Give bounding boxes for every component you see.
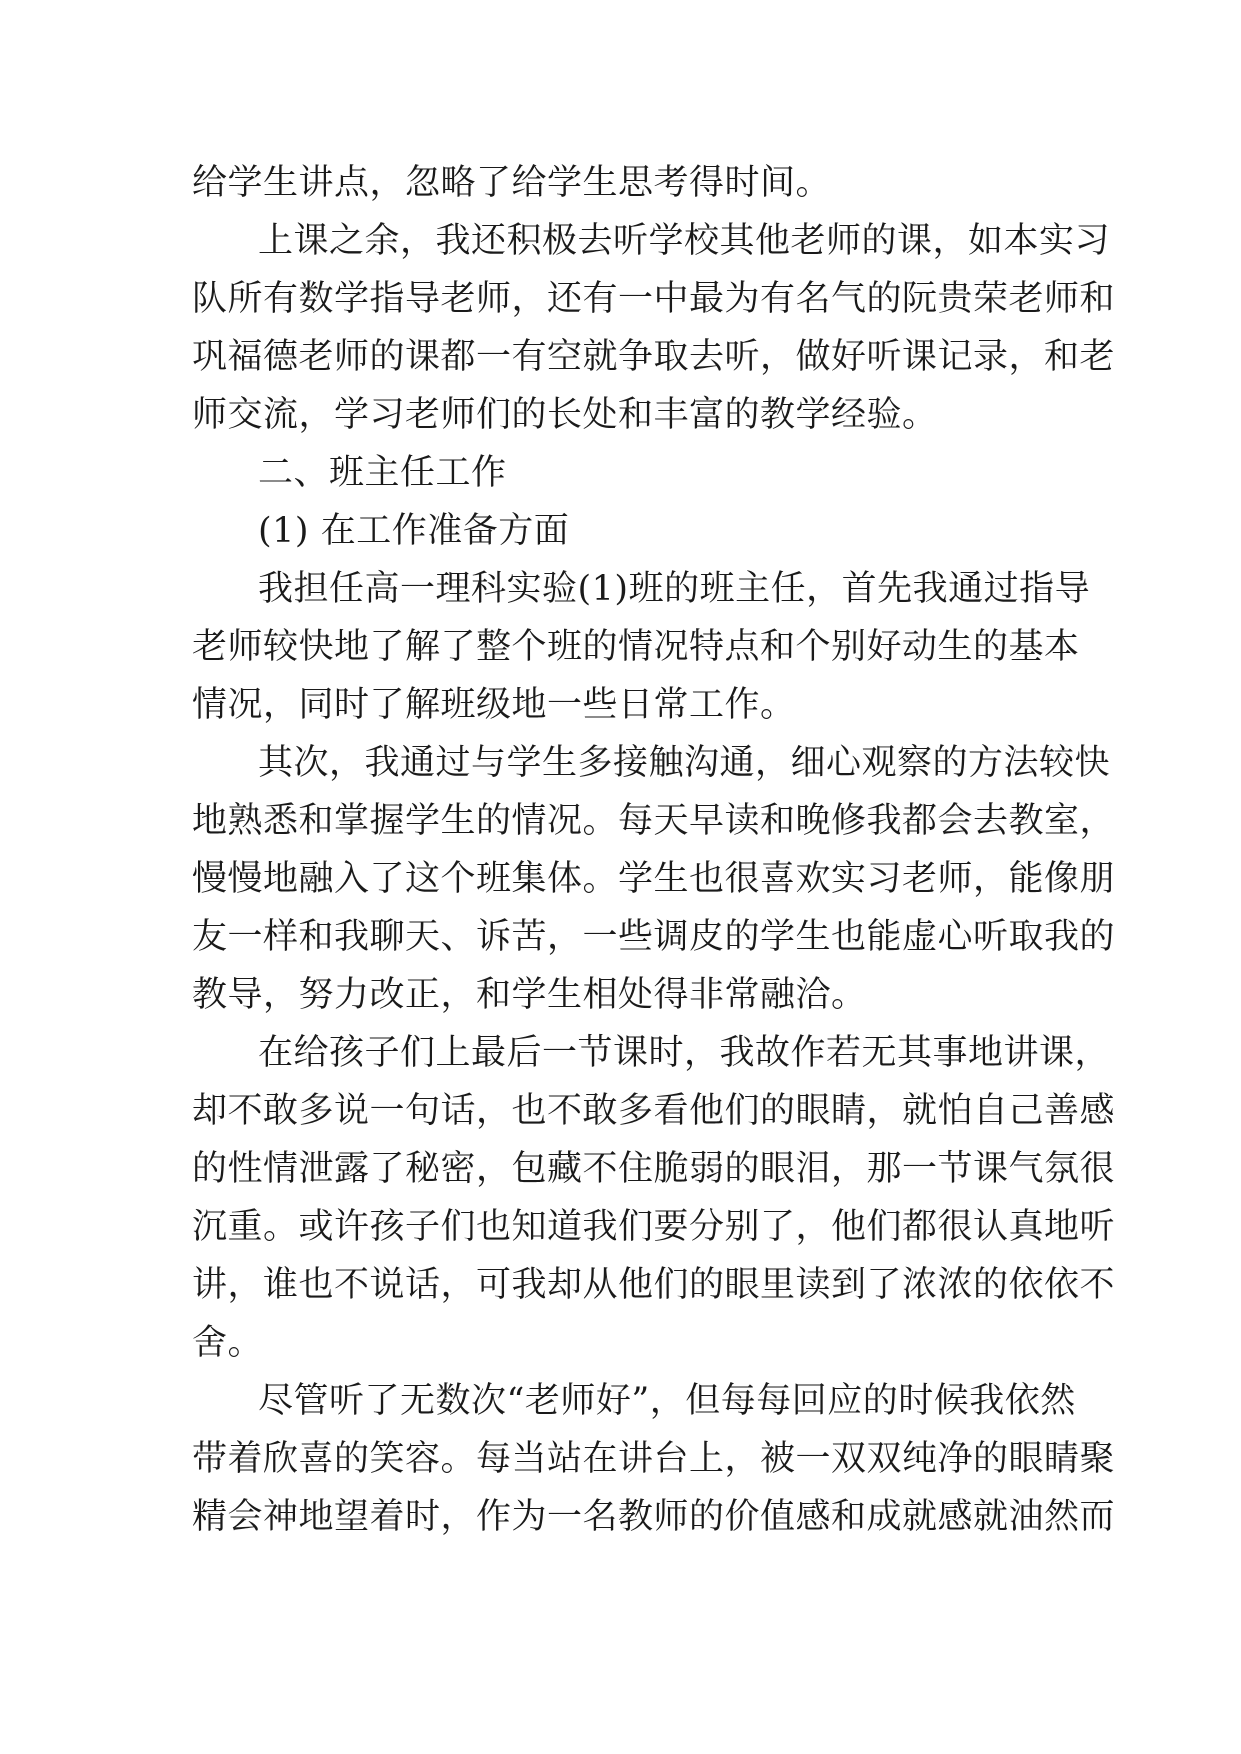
text-line: 在给孩子们上最后一节课时，我故作若无其事地讲课， — [258, 1033, 1111, 1073]
text-line: 精会神地望着时，作为一名教师的价值感和成就感就油然而 — [192, 1497, 1116, 1537]
text-line: 友一样和我聊天、诉苦，一些调皮的学生也能虚心听取我的 — [192, 917, 1116, 957]
text-line: 尽管听了无数次“老师好”，但每每回应的时候我依然 — [258, 1381, 1076, 1421]
text-line: 的性情泄露了秘密，包藏不住脆弱的眼泪，那一节课气氛很 — [192, 1149, 1116, 1189]
text-line: 其次，我通过与学生多接触沟通，细心观察的方法较快 — [258, 743, 1111, 783]
text-line: 舍。 — [192, 1323, 264, 1363]
text-line: 师交流，学习老师们的长处和丰富的教学经验。 — [192, 395, 938, 435]
text-line: 讲，谁也不说话，可我却从他们的眼里读到了浓浓的依依不 — [192, 1265, 1116, 1305]
text-line: 地熟悉和掌握学生的情况。每天早读和晚修我都会去教室， — [192, 801, 1116, 841]
text-line: 给学生讲点，忽略了给学生思考得时间。 — [192, 163, 832, 203]
section-heading: 二、班主任工作 — [258, 453, 507, 493]
text-line: 教导，努力改正，和学生相处得非常融洽。 — [192, 975, 867, 1015]
text-line: 队所有数学指导老师，还有一中最为有名气的阮贵荣老师和 — [192, 279, 1116, 319]
text-line: 慢慢地融入了这个班集体。学生也很喜欢实习老师，能像朋 — [192, 859, 1116, 899]
text-line: 巩福德老师的课都一有空就争取去听，做好听课记录，和老 — [192, 337, 1116, 377]
text-line: 情况，同时了解班级地一些日常工作。 — [192, 685, 796, 725]
text-line: 沉重。或许孩子们也知道我们要分别了，他们都很认真地听 — [192, 1207, 1116, 1247]
text-line: 我担任高一理科实验(1)班的班主任，首先我通过指导 — [258, 569, 1091, 609]
body-text — [192, 154, 1116, 1546]
text-line: 老师较快地了解了整个班的情况特点和个别好动生的基本 — [192, 627, 1080, 667]
text-line: 却不敢多说一句话，也不敢多看他们的眼睛，就怕自己善感 — [192, 1091, 1116, 1131]
text-line: 带着欣喜的笑容。每当站在讲台上，被一双双纯净的眼睛聚 — [192, 1439, 1116, 1479]
subsection-heading: (1) 在工作准备方面 — [258, 511, 570, 551]
text-line: 上课之余，我还积极去听学校其他老师的课，如本实习 — [258, 221, 1111, 261]
